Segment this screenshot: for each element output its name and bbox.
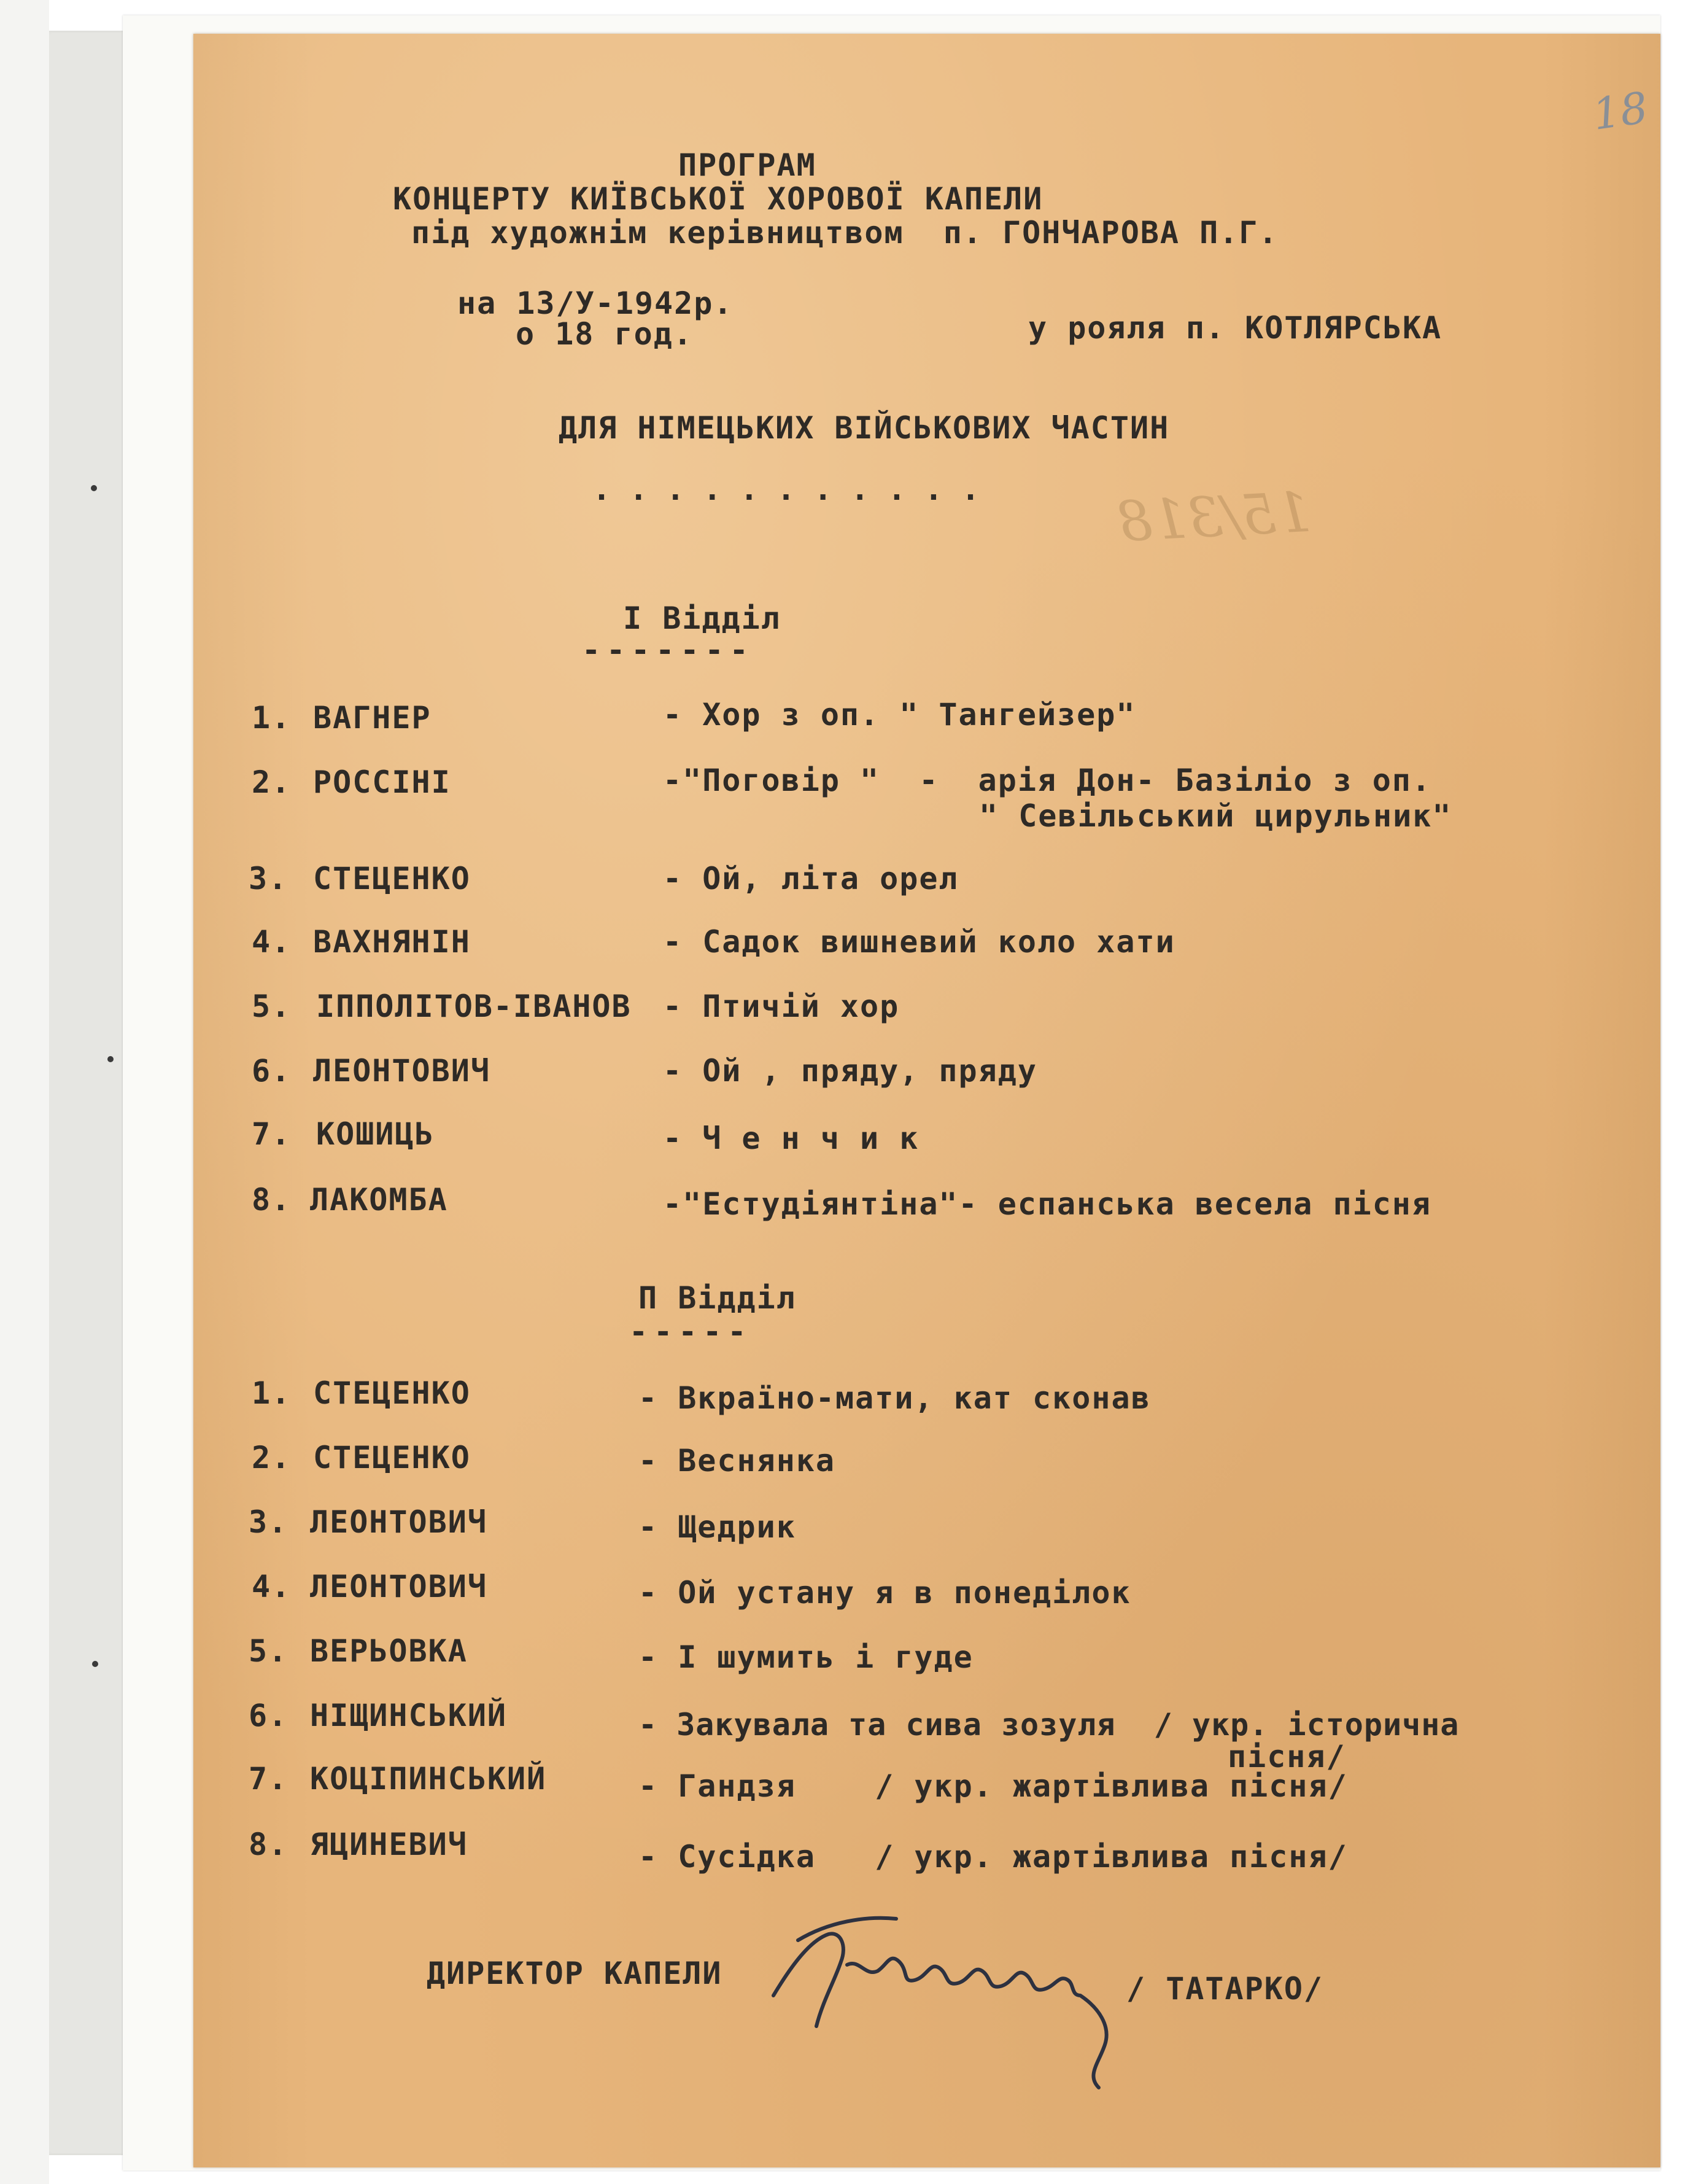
work-title: - Ой, літа орел bbox=[663, 861, 959, 896]
work-title: - Садок вишневий коло хати bbox=[663, 924, 1175, 960]
separator-dots: ........... bbox=[592, 472, 999, 507]
work-title: - Щедрик bbox=[638, 1509, 796, 1545]
composer-name: СТЕЦЕНКО bbox=[313, 1440, 471, 1475]
work-title: - Вкраїно-мати, кат сконав bbox=[638, 1380, 1151, 1416]
artistic-direction: під художнім керівництвом п. ГОНЧАРОВА П.Г. bbox=[411, 215, 1279, 251]
composer-name: ВАГНЕР bbox=[313, 700, 432, 736]
director-label: ДИРЕКТОР КАПЕЛИ bbox=[427, 1956, 722, 1991]
composer-name: ЛЕОНТОВИЧ bbox=[310, 1569, 487, 1604]
work-title: - Гандзя / укр. жартівлива пісня/ bbox=[638, 1768, 1348, 1804]
section-2-underline: ----- bbox=[629, 1314, 753, 1350]
item-number: 3. bbox=[249, 861, 288, 896]
item-number: 7. bbox=[252, 1116, 292, 1152]
item-number: 5. bbox=[252, 989, 292, 1024]
work-title: - І шумить і гуде bbox=[638, 1639, 974, 1675]
work-title: -"Поговір " - арія Дон- Базіліо з оп. bbox=[663, 763, 1431, 798]
work-title-continuation: " Севільський цирульник" bbox=[979, 798, 1452, 834]
item-number: 2. bbox=[252, 1440, 292, 1475]
binding-hole bbox=[107, 1056, 114, 1062]
composer-name: СТЕЦЕНКО bbox=[313, 1375, 471, 1411]
scanner-background bbox=[0, 0, 49, 2184]
show-through-stamp: 15/318 bbox=[1115, 480, 1314, 555]
item-number: 1. bbox=[252, 1375, 292, 1411]
section-2-title: П Відділ bbox=[638, 1280, 796, 1316]
section-1-title: І Відділ bbox=[623, 600, 781, 636]
work-title: - Ч е н ч и к bbox=[663, 1121, 920, 1156]
item-number: 5. bbox=[249, 1633, 288, 1669]
work-title: - Ой , пряду, пряду bbox=[663, 1053, 1037, 1089]
item-number: 4. bbox=[252, 924, 292, 960]
work-title: - Хор з оп. " Тангейзер" bbox=[663, 697, 1136, 733]
work-title: -"Естудіянтіна"- еспанська весела пісня bbox=[663, 1186, 1431, 1222]
concert-time: о 18 год. bbox=[516, 316, 693, 352]
item-number: 6. bbox=[252, 1053, 292, 1089]
audience-line: ДЛЯ НІМЕЦЬКИХ ВІЙСЬКОВИХ ЧАСТИН bbox=[559, 410, 1170, 446]
composer-name: РОССІНІ bbox=[313, 764, 451, 800]
item-number: 4. bbox=[252, 1569, 292, 1604]
item-number: 3. bbox=[249, 1504, 288, 1540]
binding-hole bbox=[92, 1661, 98, 1667]
composer-name: СТЕЦЕНКО bbox=[313, 861, 471, 896]
composer-name: КОЦІПИНСЬКИЙ bbox=[310, 1761, 547, 1797]
item-number: 8. bbox=[249, 1827, 288, 1862]
item-number: 8. bbox=[252, 1182, 292, 1218]
work-title: - Закувала та сива зозуля / укр. історична bbox=[638, 1707, 1460, 1743]
composer-name: ЛЕОНТОВИЧ bbox=[313, 1053, 490, 1089]
work-title: - Сусідка / укр. жартівлива пісня/ bbox=[638, 1839, 1348, 1875]
item-number: 1. bbox=[252, 700, 292, 736]
item-number: 7. bbox=[249, 1761, 288, 1797]
item-number: 2. bbox=[252, 764, 292, 800]
concert-date: на 13/У-1942р. bbox=[457, 286, 734, 321]
composer-name: ЛЕОНТОВИЧ bbox=[310, 1504, 487, 1540]
page-number: 18 bbox=[1589, 82, 1651, 140]
composer-name: КОШИЦЬ bbox=[316, 1116, 435, 1152]
document-title: ПРОГРАМ bbox=[678, 147, 816, 183]
binding-hole bbox=[91, 485, 97, 491]
director-name: / ТАТАРКО/ bbox=[1126, 1971, 1324, 2007]
composer-name: ІППОЛІТОВ-ІВАНОВ bbox=[316, 989, 632, 1024]
composer-name: ЯЦИНЕВИЧ bbox=[310, 1827, 468, 1862]
director-signature bbox=[755, 1903, 1185, 2112]
work-title: - Ой устану я в понеділок bbox=[638, 1575, 1131, 1611]
concert-title: КОНЦЕРТУ КИЇВСЬКОЇ ХОРОВОЇ КАПЕЛИ bbox=[393, 181, 1044, 217]
composer-name: ЛАКОМБА bbox=[310, 1182, 448, 1218]
item-number: 6. bbox=[249, 1698, 288, 1733]
composer-name: ВЕРЬОВКА bbox=[310, 1633, 468, 1669]
piano-accompanist: у рояля п. КОТЛЯРСЬКА bbox=[1028, 310, 1442, 346]
work-title: - Веснянка bbox=[638, 1443, 836, 1479]
work-title-continuation: пісня/ bbox=[1228, 1739, 1346, 1774]
composer-name: НІЩИНСЬКИЙ bbox=[310, 1698, 508, 1733]
section-1-underline: ------- bbox=[582, 632, 754, 668]
composer-name: ВАХНЯНІН bbox=[313, 924, 471, 960]
work-title: - Птичій хор bbox=[663, 989, 900, 1024]
